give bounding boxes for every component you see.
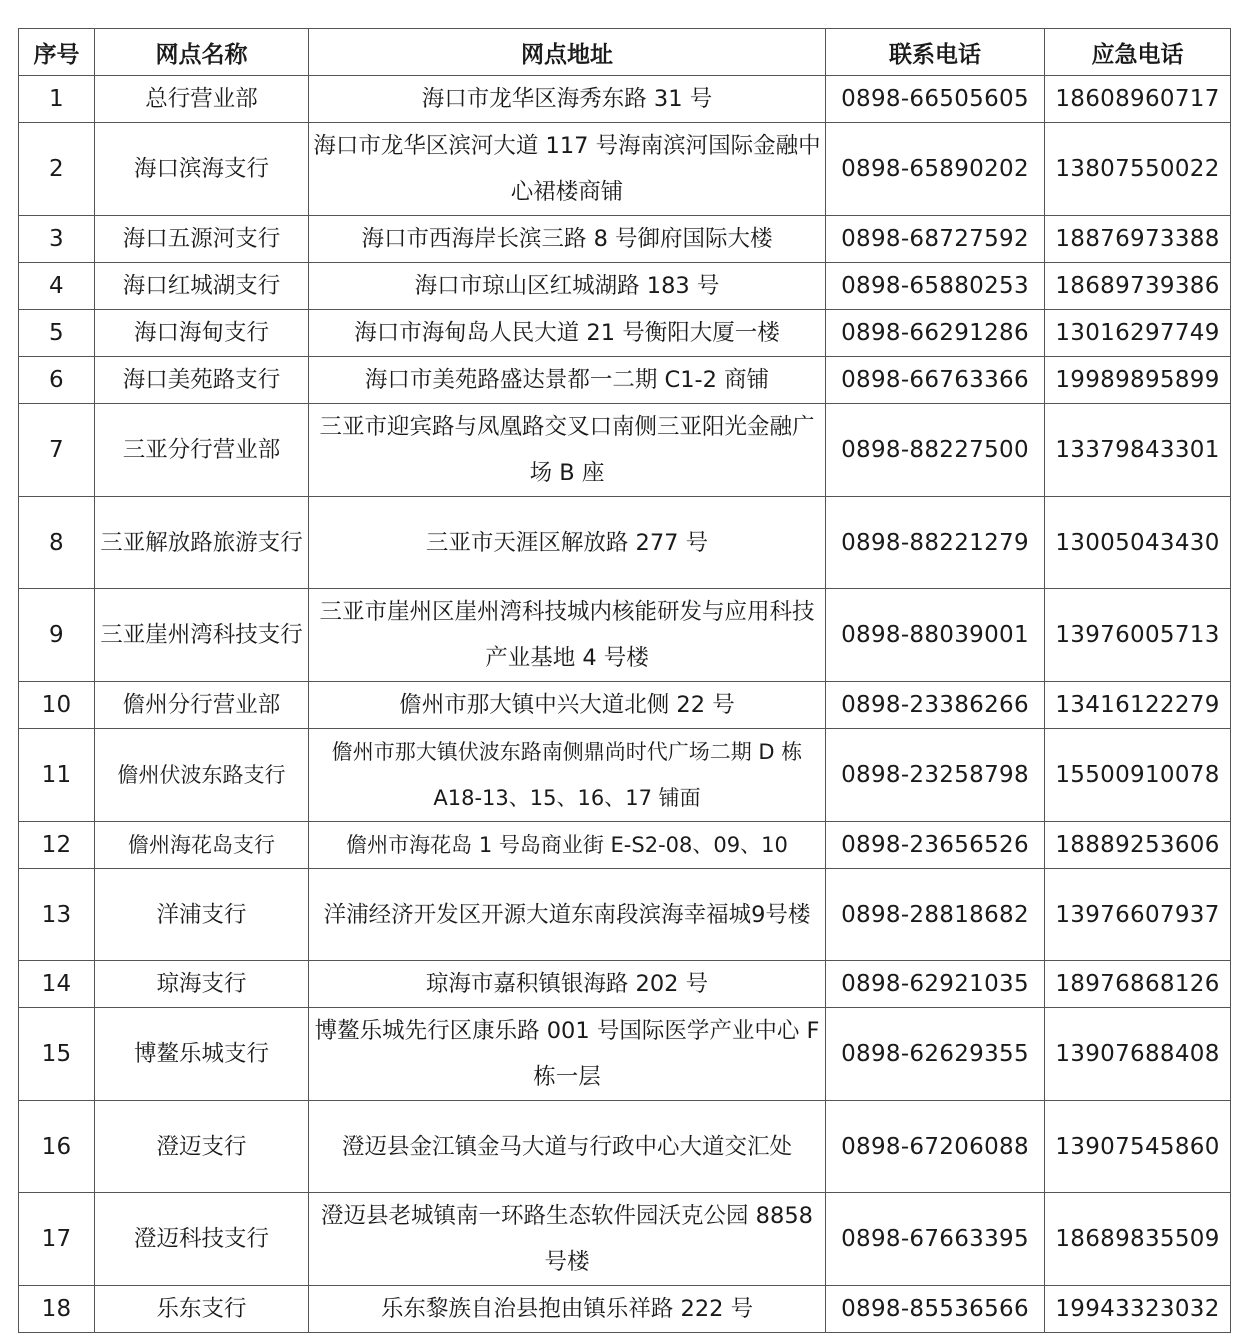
emergency-phone: 19989895899	[1045, 357, 1231, 404]
branch-name: 儋州海花岛支行	[95, 822, 309, 869]
branch-address: 海口市琼山区红城湖路 183 号	[309, 263, 826, 310]
branch-address: 乐东黎族自治县抱由镇乐祥路 222 号	[309, 1286, 826, 1333]
row-number: 15	[19, 1008, 95, 1101]
emergency-phone: 18689739386	[1045, 263, 1231, 310]
row-number: 18	[19, 1286, 95, 1333]
branch-address: 海口市海甸岛人民大道 21 号衡阳大厦一楼	[309, 310, 826, 357]
table-row	[19, 589, 1231, 682]
row-number: 1	[19, 76, 95, 123]
table-row	[19, 497, 1231, 589]
contact-phone: 0898-23656526	[826, 822, 1045, 869]
row-number: 6	[19, 357, 95, 404]
row-number: 9	[19, 589, 95, 682]
header-address: 网点地址	[309, 29, 826, 76]
branch-name: 乐东支行	[95, 1286, 309, 1333]
branch-name: 三亚崖州湾科技支行	[95, 589, 309, 682]
emergency-phone: 18976868126	[1045, 961, 1231, 1008]
contact-phone: 0898-23386266	[826, 682, 1045, 729]
branch-name: 澄迈科技支行	[95, 1193, 309, 1286]
contact-phone: 0898-28818682	[826, 869, 1045, 961]
row-number: 17	[19, 1193, 95, 1286]
branch-name: 海口五源河支行	[95, 216, 309, 263]
row-number: 14	[19, 961, 95, 1008]
table-row	[19, 1101, 1231, 1193]
emergency-phone: 18689835509	[1045, 1193, 1231, 1286]
table-row	[19, 76, 1231, 123]
contact-phone: 0898-65880253	[826, 263, 1045, 310]
branch-name: 洋浦支行	[95, 869, 309, 961]
row-number: 11	[19, 729, 95, 822]
emergency-phone: 13416122279	[1045, 682, 1231, 729]
row-number: 3	[19, 216, 95, 263]
branch-address: 海口市美苑路盛达景都一二期 C1-2 商铺	[309, 357, 826, 404]
contact-phone: 0898-67663395	[826, 1193, 1045, 1286]
contact-phone: 0898-88039001	[826, 589, 1045, 682]
table-row	[19, 1286, 1231, 1333]
row-number: 8	[19, 497, 95, 589]
table-row	[19, 1193, 1231, 1286]
contact-phone: 0898-62629355	[826, 1008, 1045, 1101]
branch-name: 海口海甸支行	[95, 310, 309, 357]
table-row	[19, 357, 1231, 404]
contact-phone: 0898-23258798	[826, 729, 1045, 822]
contact-phone: 0898-88227500	[826, 404, 1045, 497]
header-no: 序号	[19, 29, 95, 76]
branch-address: 海口市龙华区滨河大道 117 号海南滨河国际金融中心裙楼商铺	[309, 123, 826, 216]
branch-address: 洋浦经济开发区开源大道东南段滨海幸福城9号楼	[309, 869, 826, 961]
branch-address: 海口市西海岸长滨三路 8 号御府国际大楼	[309, 216, 826, 263]
contact-phone: 0898-65890202	[826, 123, 1045, 216]
row-number: 4	[19, 263, 95, 310]
emergency-phone: 18876973388	[1045, 216, 1231, 263]
branch-address: 儋州市那大镇伏波东路南侧鼎尚时代广场二期 D 栋 A18-13、15、16、17 铺面	[309, 729, 826, 822]
branch-name: 澄迈支行	[95, 1101, 309, 1193]
branch-name: 儋州伏波东路支行	[95, 729, 309, 822]
emergency-phone: 13976607937	[1045, 869, 1231, 961]
branch-address: 博鳌乐城先行区康乐路 001 号国际医学产业中心 F 栋一层	[309, 1008, 826, 1101]
header-emergency: 应急电话	[1045, 29, 1231, 76]
header-name: 网点名称	[95, 29, 309, 76]
branch-table	[18, 28, 1231, 1333]
contact-phone: 0898-62921035	[826, 961, 1045, 1008]
header-row	[19, 29, 1231, 76]
row-number: 5	[19, 310, 95, 357]
table-row	[19, 310, 1231, 357]
emergency-phone: 13379843301	[1045, 404, 1231, 497]
branch-name: 海口美苑路支行	[95, 357, 309, 404]
contact-phone: 0898-66505605	[826, 76, 1045, 123]
table-row	[19, 404, 1231, 497]
contact-phone: 0898-68727592	[826, 216, 1045, 263]
row-number: 16	[19, 1101, 95, 1193]
contact-phone: 0898-88221279	[826, 497, 1045, 589]
branch-name: 三亚分行营业部	[95, 404, 309, 497]
branch-address: 三亚市天涯区解放路 277 号	[309, 497, 826, 589]
branch-name: 海口滨海支行	[95, 123, 309, 216]
row-number: 13	[19, 869, 95, 961]
emergency-phone: 19943323032	[1045, 1286, 1231, 1333]
emergency-phone: 13005043430	[1045, 497, 1231, 589]
table-row	[19, 729, 1231, 822]
header-tel: 联系电话	[826, 29, 1045, 76]
branch-address: 三亚市崖州区崖州湾科技城内核能研发与应用科技产业基地 4 号楼	[309, 589, 826, 682]
branch-address: 琼海市嘉积镇银海路 202 号	[309, 961, 826, 1008]
emergency-phone: 13807550022	[1045, 123, 1231, 216]
table-row	[19, 1008, 1231, 1101]
contact-phone: 0898-85536566	[826, 1286, 1045, 1333]
branch-name: 三亚解放路旅游支行	[95, 497, 309, 589]
branch-name: 海口红城湖支行	[95, 263, 309, 310]
branch-address: 澄迈县老城镇南一环路生态软件园沃克公园 8858 号楼	[309, 1193, 826, 1286]
emergency-phone: 13907545860	[1045, 1101, 1231, 1193]
branch-address: 儋州市那大镇中兴大道北侧 22 号	[309, 682, 826, 729]
table-row	[19, 961, 1231, 1008]
branch-address: 儋州市海花岛 1 号岛商业街 E-S2-08、09、10	[309, 822, 826, 869]
branch-address: 三亚市迎宾路与凤凰路交叉口南侧三亚阳光金融广场 B 座	[309, 404, 826, 497]
emergency-phone: 18608960717	[1045, 76, 1231, 123]
emergency-phone: 13907688408	[1045, 1008, 1231, 1101]
table-row	[19, 682, 1231, 729]
table-row	[19, 263, 1231, 310]
contact-phone: 0898-66291286	[826, 310, 1045, 357]
table-row	[19, 216, 1231, 263]
row-number: 2	[19, 123, 95, 216]
table-row	[19, 869, 1231, 961]
emergency-phone: 13016297749	[1045, 310, 1231, 357]
branch-address: 澄迈县金江镇金马大道与行政中心大道交汇处	[309, 1101, 826, 1193]
branch-address: 海口市龙华区海秀东路 31 号	[309, 76, 826, 123]
row-number: 7	[19, 404, 95, 497]
contact-phone: 0898-67206088	[826, 1101, 1045, 1193]
branch-name: 琼海支行	[95, 961, 309, 1008]
emergency-phone: 15500910078	[1045, 729, 1231, 822]
row-number: 12	[19, 822, 95, 869]
table-row	[19, 822, 1231, 869]
emergency-phone: 13976005713	[1045, 589, 1231, 682]
row-number: 10	[19, 682, 95, 729]
branch-name: 儋州分行营业部	[95, 682, 309, 729]
branch-name: 博鳌乐城支行	[95, 1008, 309, 1101]
emergency-phone: 18889253606	[1045, 822, 1231, 869]
branch-name: 总行营业部	[95, 76, 309, 123]
contact-phone: 0898-66763366	[826, 357, 1045, 404]
table-row	[19, 123, 1231, 216]
